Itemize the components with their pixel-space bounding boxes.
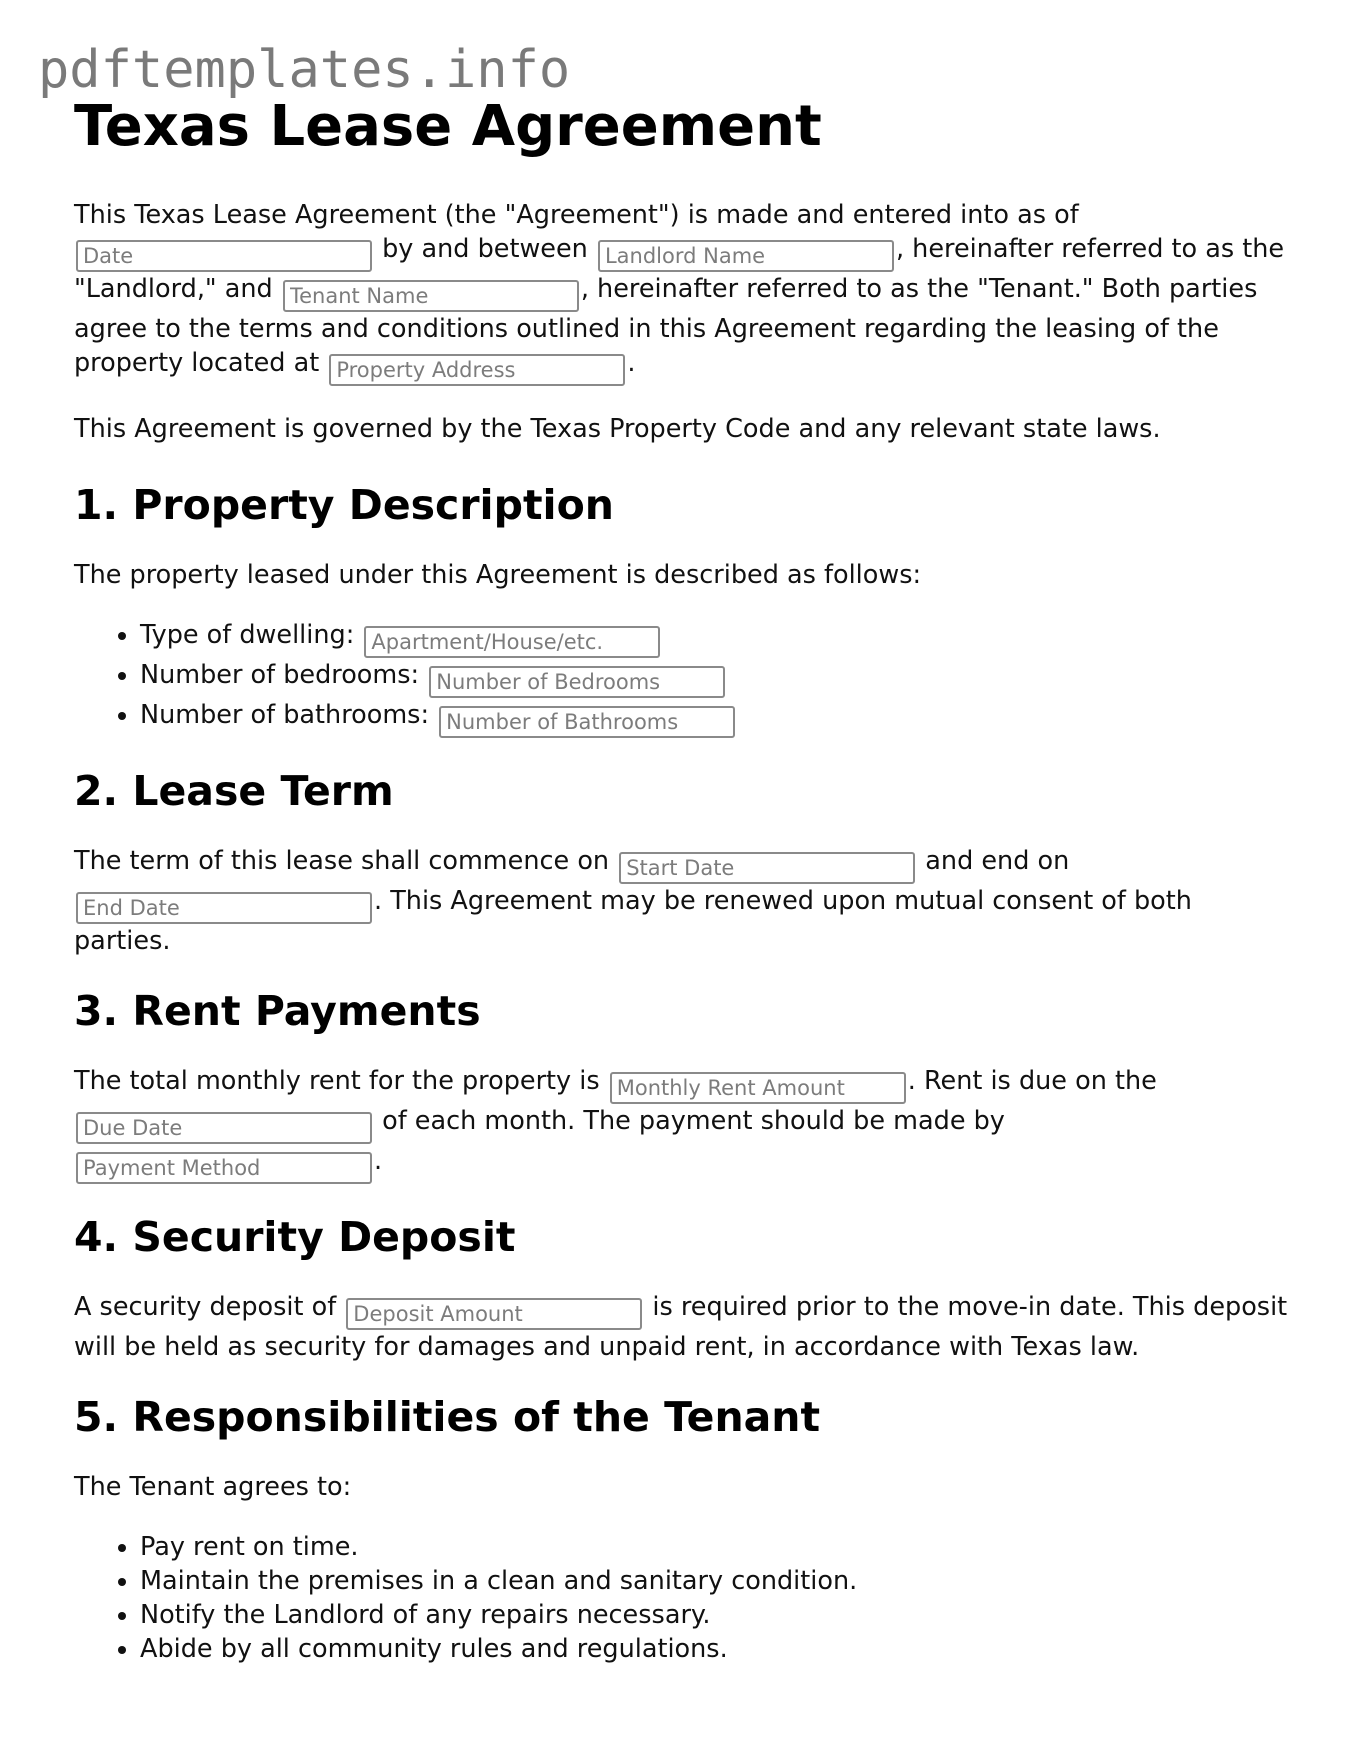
bathrooms-field[interactable]	[439, 706, 735, 738]
lease-term-text: The term of this lease shall commence on	[74, 846, 618, 876]
bedrooms-field[interactable]	[429, 666, 725, 698]
intro-text: by and between	[374, 234, 596, 264]
intro-text: .	[627, 348, 636, 378]
tenant-responsibilities-text: The Tenant agrees to:	[74, 1472, 352, 1502]
dwelling-type-field[interactable]	[364, 626, 660, 658]
list-item	[140, 658, 1294, 698]
bedrooms-label: Number of bedrooms:	[140, 660, 428, 690]
tenant-name-field[interactable]	[283, 280, 579, 312]
property-details-list	[74, 618, 1294, 738]
document-body	[74, 90, 1294, 1666]
watermark: pdftemplates.info	[38, 40, 571, 100]
intro-text: , hereinafter referred to as the "Landlord," and	[74, 234, 1285, 304]
date-field[interactable]	[76, 240, 372, 272]
intro-text: This Texas Lease Agreement (the "Agreement") is made and entered into as of	[74, 200, 1079, 230]
monthly-rent-field[interactable]	[610, 1072, 906, 1104]
deposit-text: is required prior to the move-in date. This deposit will be held as security for damages and unpaid rent, in accordance with Texas law.	[74, 1292, 1288, 1362]
page-title: Texas Lease Agreement	[74, 94, 822, 159]
deposit-amount-field[interactable]	[346, 1298, 642, 1330]
list-item	[140, 618, 1294, 658]
rent-text: The total monthly rent for the property is	[74, 1066, 608, 1096]
lease-term-text: . This Agreement may be renewed upon mutual consent of both parties.	[74, 886, 1192, 956]
list-item: • Notify the Landlord of any repairs necessary.	[140, 1598, 1294, 1632]
landlord-name-field[interactable]	[598, 240, 894, 272]
dwelling-type-label: Type of dwelling:	[140, 620, 363, 650]
governing-law-paragraph: This Agreement is governed by the Texas Property Code and any relevant state laws.	[74, 414, 1161, 444]
property-description-text: The property leased under this Agreement is described as follows:	[74, 560, 922, 590]
lease-term-text: and end on	[917, 846, 1070, 876]
list-item: • Abide by all community rules and regulations.	[140, 1632, 1294, 1666]
bathrooms-label: Number of bathrooms:	[140, 700, 438, 730]
rent-payments-paragraph	[74, 1064, 1294, 1184]
start-date-field[interactable]	[619, 852, 915, 884]
intro-text: , hereinafter referred to as the "Tenant." Both parties agree to the terms and conditions outlined in this Agreement regarding the leasing of the property located at	[74, 274, 1258, 378]
section-heading-rent-payments: 3. Rent Payments	[74, 987, 481, 1035]
list-item	[140, 698, 1294, 738]
rent-text: of each month. The payment should be made by	[374, 1106, 1005, 1136]
section-heading-lease-term: 2. Lease Term	[74, 767, 394, 815]
deposit-text: A security deposit of	[74, 1292, 345, 1322]
section-heading-property-description: 1. Property Description	[74, 481, 614, 529]
section-heading-security-deposit: 4. Security Deposit	[74, 1213, 516, 1261]
due-date-field[interactable]	[76, 1112, 372, 1144]
security-deposit-paragraph	[74, 1290, 1294, 1364]
rent-text: .	[374, 1146, 383, 1176]
property-address-field[interactable]	[329, 354, 625, 386]
end-date-field[interactable]	[76, 892, 372, 924]
intro-paragraph	[74, 198, 1294, 386]
list-item: • Pay rent on time.	[140, 1530, 1294, 1564]
rent-text: . Rent is due on the	[907, 1066, 1157, 1096]
list-item: • Maintain the premises in a clean and sanitary condition.	[140, 1564, 1294, 1598]
lease-term-paragraph	[74, 844, 1294, 958]
tenant-responsibilities-list	[74, 1530, 1294, 1666]
payment-method-field[interactable]	[76, 1152, 372, 1184]
section-heading-tenant-responsibilities: 5. Responsibilities of the Tenant	[74, 1393, 821, 1441]
